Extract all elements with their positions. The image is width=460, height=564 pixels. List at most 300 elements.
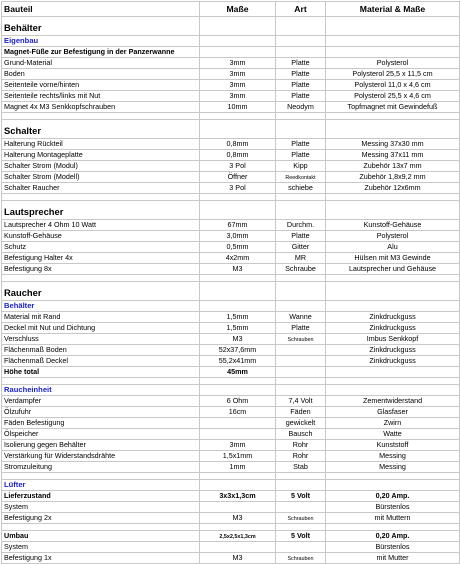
subsection-row <box>2 480 460 491</box>
table-cell <box>200 462 276 473</box>
cell-text: 16cm <box>228 407 247 417</box>
cell-text: Platte <box>291 69 310 79</box>
table-cell <box>276 113 326 120</box>
table-cell <box>276 36 326 47</box>
table-cell <box>2 150 200 161</box>
table-cell <box>326 345 460 356</box>
table-cell <box>276 462 326 473</box>
table-cell <box>326 183 460 194</box>
cell-text: Zubehör 13x7 mm <box>363 161 422 171</box>
cell-text: Zwirn <box>383 418 402 428</box>
table-cell <box>326 334 460 345</box>
table-cell <box>2 301 200 312</box>
table-cell <box>276 513 326 524</box>
cell-text: M3 <box>232 553 243 563</box>
section-row <box>2 17 460 36</box>
table-cell <box>200 201 276 220</box>
table-cell <box>276 264 326 275</box>
cell-text: Lüfter <box>4 480 26 490</box>
cell-text: Befestigung 8x <box>4 264 52 274</box>
cell-text: mit Mutter <box>376 553 409 563</box>
cell-text: 67mm <box>227 220 248 230</box>
table-cell <box>276 242 326 253</box>
table-cell <box>276 231 326 242</box>
table-cell <box>2 356 200 367</box>
table-cell <box>326 194 460 201</box>
table-cell <box>200 36 276 47</box>
table-row <box>2 242 460 253</box>
cell-text: Grund-Material <box>4 58 52 68</box>
cell-text: Deckel mit Nut und Dichtung <box>4 323 96 333</box>
table-cell <box>276 473 326 480</box>
table-cell <box>326 102 460 113</box>
table-cell <box>2 407 200 418</box>
table-cell <box>200 301 276 312</box>
cell-text: Alu <box>387 242 398 252</box>
table-cell <box>200 312 276 323</box>
table-cell <box>276 91 326 102</box>
table-cell <box>326 301 460 312</box>
table-cell <box>2 102 200 113</box>
table-cell <box>200 542 276 553</box>
table-cell <box>200 47 276 58</box>
table-row <box>2 396 460 407</box>
table-row <box>2 440 460 451</box>
table-cell <box>2 36 200 47</box>
table-cell <box>326 80 460 91</box>
cell-text: Zubehör 1,8x9,2 mm <box>359 172 426 182</box>
table-cell <box>326 91 460 102</box>
table-cell <box>326 502 460 513</box>
cell-text: 0,8mm <box>226 150 249 160</box>
section-row <box>2 120 460 139</box>
table-cell <box>2 275 200 282</box>
cell-text: Polysterol 11,0 x 4,6 cm <box>354 80 431 90</box>
table-cell <box>326 242 460 253</box>
table-cell <box>200 231 276 242</box>
section-row <box>2 201 460 220</box>
cell-text: Polysterol 25,5 x 11,5 cm <box>352 69 433 79</box>
cell-text: Gitter <box>291 242 310 252</box>
cell-text: Boden <box>4 69 25 79</box>
table-cell <box>326 120 460 139</box>
table-row <box>2 429 460 440</box>
table-row <box>2 418 460 429</box>
table-cell <box>276 194 326 201</box>
cell-text: Polysterol <box>376 58 409 68</box>
table-cell <box>200 17 276 36</box>
table-cell <box>200 473 276 480</box>
table-row <box>2 334 460 345</box>
table-cell <box>200 513 276 524</box>
table-cell <box>276 334 326 345</box>
table-cell <box>326 451 460 462</box>
table-row <box>2 264 460 275</box>
table-row <box>2 220 460 231</box>
table-cell <box>276 282 326 301</box>
cell-text: Flächenmaß Boden <box>4 345 67 355</box>
table-cell <box>200 378 276 385</box>
table-cell <box>326 385 460 396</box>
cell-text: Watte <box>383 429 402 439</box>
table-cell <box>276 139 326 150</box>
cell-text: Ölspeicher <box>4 429 39 439</box>
cell-text: Schrauben <box>287 555 314 562</box>
parts-table <box>1 1 460 564</box>
table-cell <box>326 139 460 150</box>
cell-text: Verschluss <box>4 334 39 344</box>
table-cell <box>276 47 326 58</box>
cell-text: 0,20 Amp. <box>375 531 410 541</box>
table-cell <box>276 542 326 553</box>
table-row <box>2 407 460 418</box>
table-cell <box>2 542 200 553</box>
table-cell <box>2 502 200 513</box>
table-cell <box>200 356 276 367</box>
cell-text: 3mm <box>229 80 246 90</box>
table-row <box>2 139 460 150</box>
table-cell <box>200 172 276 183</box>
table-cell <box>2 429 200 440</box>
table-cell <box>200 282 276 301</box>
table-cell <box>200 396 276 407</box>
cell-text: M3 <box>232 513 243 523</box>
table-cell <box>326 253 460 264</box>
cell-text: Lieferzustand <box>4 491 51 501</box>
cell-text: Schraube <box>285 264 316 274</box>
table-cell <box>276 201 326 220</box>
table-row <box>2 323 460 334</box>
spacer-row <box>2 524 460 531</box>
cell-text: Rohr <box>292 451 309 461</box>
table-cell <box>200 502 276 513</box>
table-cell <box>276 553 326 564</box>
cell-text: Polysterol 25,5 x 4,6 cm <box>354 91 431 101</box>
table-cell <box>326 378 460 385</box>
table-cell <box>2 113 200 120</box>
cell-text: 3mm <box>229 440 246 450</box>
cell-text: Polysterol <box>376 231 409 241</box>
table-cell <box>276 356 326 367</box>
table-cell <box>326 542 460 553</box>
table-cell <box>326 312 460 323</box>
table-cell <box>200 194 276 201</box>
table-cell <box>2 282 200 301</box>
table-cell <box>2 253 200 264</box>
column-header: Maße <box>200 2 276 17</box>
table-cell <box>326 553 460 564</box>
cell-text: Platte <box>291 150 310 160</box>
table-cell <box>200 367 276 378</box>
table-row <box>2 91 460 102</box>
table-cell <box>200 323 276 334</box>
table-cell <box>200 242 276 253</box>
table-cell <box>326 172 460 183</box>
table-cell <box>276 69 326 80</box>
table-cell <box>326 356 460 367</box>
spacer-row <box>2 113 460 120</box>
table-cell <box>2 139 200 150</box>
cell-text: Kipp <box>293 161 308 171</box>
cell-text: Lautsprecher <box>4 205 64 217</box>
table-cell <box>326 282 460 301</box>
table-row <box>2 312 460 323</box>
column-header: Bauteil <box>2 2 200 17</box>
table-cell <box>326 473 460 480</box>
cell-text: 1,5x1mm <box>222 451 253 461</box>
cell-text: Eigenbau <box>4 36 39 46</box>
cell-text: Schrauben <box>287 336 314 343</box>
table-cell <box>276 150 326 161</box>
table-cell <box>200 440 276 451</box>
cell-text: Wanne <box>289 312 312 322</box>
table-cell <box>2 418 200 429</box>
table-row <box>2 150 460 161</box>
table-cell <box>2 91 200 102</box>
table-row <box>2 102 460 113</box>
table-cell <box>326 323 460 334</box>
table-cell <box>200 275 276 282</box>
table-cell <box>326 407 460 418</box>
table-row <box>2 161 460 172</box>
cell-text: Halterung Montageplatte <box>4 150 83 160</box>
table-cell <box>2 385 200 396</box>
table-cell <box>326 17 460 36</box>
table-cell <box>276 172 326 183</box>
cell-text: Bürstenlos <box>375 502 410 512</box>
table-cell <box>326 36 460 47</box>
table-cell <box>200 120 276 139</box>
cell-text: Befestigung Halter 4x <box>4 253 73 263</box>
table-cell <box>200 58 276 69</box>
table-cell <box>2 345 200 356</box>
cell-text: Schalter Strom (Modul) <box>4 161 78 171</box>
cell-text: Schalter <box>4 124 41 136</box>
cell-text: M3 <box>232 334 243 344</box>
column-header: Art <box>276 2 326 17</box>
spacer-row <box>2 275 460 282</box>
table-cell <box>2 161 200 172</box>
cell-text: Umbau <box>4 531 29 541</box>
table-cell <box>276 80 326 91</box>
table-cell <box>2 69 200 80</box>
table-cell <box>2 367 200 378</box>
table-cell <box>2 172 200 183</box>
table-cell <box>200 524 276 531</box>
cell-text: Kunststoff <box>376 440 409 450</box>
table-cell <box>2 264 200 275</box>
table-cell <box>200 264 276 275</box>
cell-text: Verdampfer <box>4 396 42 406</box>
table-cell <box>2 396 200 407</box>
table-row <box>2 553 460 564</box>
cell-text: Platte <box>291 139 310 149</box>
cell-text: Zinkdruckguss <box>369 323 416 333</box>
cell-text: 4x2mm <box>225 253 250 263</box>
table-cell <box>326 462 460 473</box>
cell-text: gewickelt <box>285 418 316 428</box>
cell-text: 0,20 Amp. <box>375 491 410 501</box>
table-row <box>2 80 460 91</box>
cell-text: 3mm <box>229 91 246 101</box>
table-cell <box>2 231 200 242</box>
cell-text: Lautsprecher und Gehäuse <box>348 264 437 274</box>
cell-text: 0,5mm <box>226 242 249 252</box>
cell-text: Zubehör 12x6mm <box>364 183 421 193</box>
cell-text: Platte <box>291 91 310 101</box>
cell-text: 1mm <box>229 462 246 472</box>
cell-text: Platte <box>291 323 310 333</box>
cell-text: Hülsen mit M3 Gewinde <box>354 253 431 263</box>
table-cell <box>200 491 276 502</box>
table-cell <box>276 120 326 139</box>
table-cell <box>2 513 200 524</box>
table-cell <box>276 301 326 312</box>
cell-text: Raucher <box>4 286 42 298</box>
table-row <box>2 253 460 264</box>
table-cell <box>276 407 326 418</box>
table-cell <box>2 524 200 531</box>
cell-text: 1,5mm <box>226 323 249 333</box>
table-row <box>2 462 460 473</box>
cell-text: Messing <box>379 451 406 461</box>
table-cell <box>200 480 276 491</box>
table-cell <box>200 150 276 161</box>
cell-text: Neodym <box>287 102 314 112</box>
cell-text: Fäden <box>290 407 311 417</box>
cell-text: Befestigung 1x <box>4 553 52 563</box>
table-cell <box>200 334 276 345</box>
table-body <box>2 17 460 564</box>
table-cell <box>276 385 326 396</box>
table-cell <box>326 429 460 440</box>
header-row <box>2 2 460 17</box>
table-cell <box>276 502 326 513</box>
table-cell <box>276 275 326 282</box>
cell-text: Glasfaser <box>377 407 408 417</box>
table-cell <box>276 17 326 36</box>
table-cell <box>2 462 200 473</box>
cell-text: Raucheinheit <box>4 385 52 395</box>
cell-text: Zementwiderstand <box>362 396 423 406</box>
table-cell <box>200 407 276 418</box>
table-cell <box>2 451 200 462</box>
table-cell <box>2 58 200 69</box>
cell-text: 3 Pol <box>229 183 246 193</box>
cell-text: mit Muttern <box>374 513 411 523</box>
table-cell <box>200 91 276 102</box>
table-cell <box>326 161 460 172</box>
table-cell <box>326 275 460 282</box>
cell-text: 5 Volt <box>290 491 311 501</box>
table-cell <box>326 524 460 531</box>
cell-text: Behälter <box>4 21 42 33</box>
cell-text: 3mm <box>229 69 246 79</box>
cell-text: Platte <box>291 80 310 90</box>
table-row <box>2 451 460 462</box>
spacer-row <box>2 473 460 480</box>
subsection-row <box>2 36 460 47</box>
table-cell <box>326 58 460 69</box>
table-cell <box>200 139 276 150</box>
cell-text: Schutz <box>4 242 26 252</box>
cell-text: 7,4 Volt <box>288 396 313 406</box>
cell-text: 6 Ohm <box>226 396 249 406</box>
table-cell <box>2 378 200 385</box>
table-cell <box>2 334 200 345</box>
cell-text: Fäden Befestigung <box>4 418 65 428</box>
table-cell <box>276 451 326 462</box>
cell-text: 3,0mm <box>226 231 249 241</box>
table-cell <box>200 553 276 564</box>
table-cell <box>2 323 200 334</box>
column-header: Material & Maße <box>326 2 460 17</box>
cell-text: Ölzufuhr <box>4 407 32 417</box>
table-row <box>2 58 460 69</box>
table-row <box>2 491 460 502</box>
table-cell <box>326 513 460 524</box>
table-cell <box>326 396 460 407</box>
cell-text: Schrauben <box>287 515 314 522</box>
cell-text: Magnet 4x M3 Senkkopfschrauben <box>4 102 116 112</box>
table-cell <box>200 183 276 194</box>
table-cell <box>2 47 200 58</box>
cell-text: Befestigung 2x <box>4 513 52 523</box>
cell-text: Isolierung gegen Behälter <box>4 440 86 450</box>
cell-text: schiebe <box>288 183 313 193</box>
table-row <box>2 183 460 194</box>
table-cell <box>200 451 276 462</box>
cell-text: Zinkdruckguss <box>369 312 416 322</box>
cell-text: Stab <box>293 462 308 472</box>
table-cell <box>200 161 276 172</box>
cell-text: Flächenmaß Deckel <box>4 356 68 366</box>
cell-text: Messing 37x30 mm <box>361 139 424 149</box>
table-cell <box>200 345 276 356</box>
table-cell <box>276 491 326 502</box>
cell-text: 45mm <box>227 367 248 377</box>
table-cell <box>2 242 200 253</box>
table-cell <box>2 120 200 139</box>
section-row <box>2 282 460 301</box>
cell-text: 0,8mm <box>226 139 249 149</box>
table-cell <box>276 183 326 194</box>
table-cell <box>2 183 200 194</box>
table-cell <box>326 480 460 491</box>
cell-text: 52x37,6mm <box>218 345 257 355</box>
table-cell <box>200 102 276 113</box>
cell-text: Kunstoff-Gehäuse <box>363 220 422 230</box>
table-row <box>2 356 460 367</box>
table-cell <box>276 161 326 172</box>
table-row <box>2 172 460 183</box>
table-cell <box>326 231 460 242</box>
cell-text: Verstärkung für Widerstandsdrähte <box>4 451 116 461</box>
table-row <box>2 231 460 242</box>
table-cell <box>276 396 326 407</box>
table-cell <box>326 47 460 58</box>
cell-text: Messing 37x11 mm <box>361 150 424 160</box>
cell-text: System <box>4 542 28 552</box>
cell-text: Seitenteile rechts/links mit Nut <box>4 91 101 101</box>
table-cell <box>2 312 200 323</box>
cell-text: Platte <box>291 231 310 241</box>
table-cell <box>2 473 200 480</box>
spacer-row <box>2 194 460 201</box>
table-cell <box>276 345 326 356</box>
table-cell <box>200 385 276 396</box>
table-cell <box>200 429 276 440</box>
